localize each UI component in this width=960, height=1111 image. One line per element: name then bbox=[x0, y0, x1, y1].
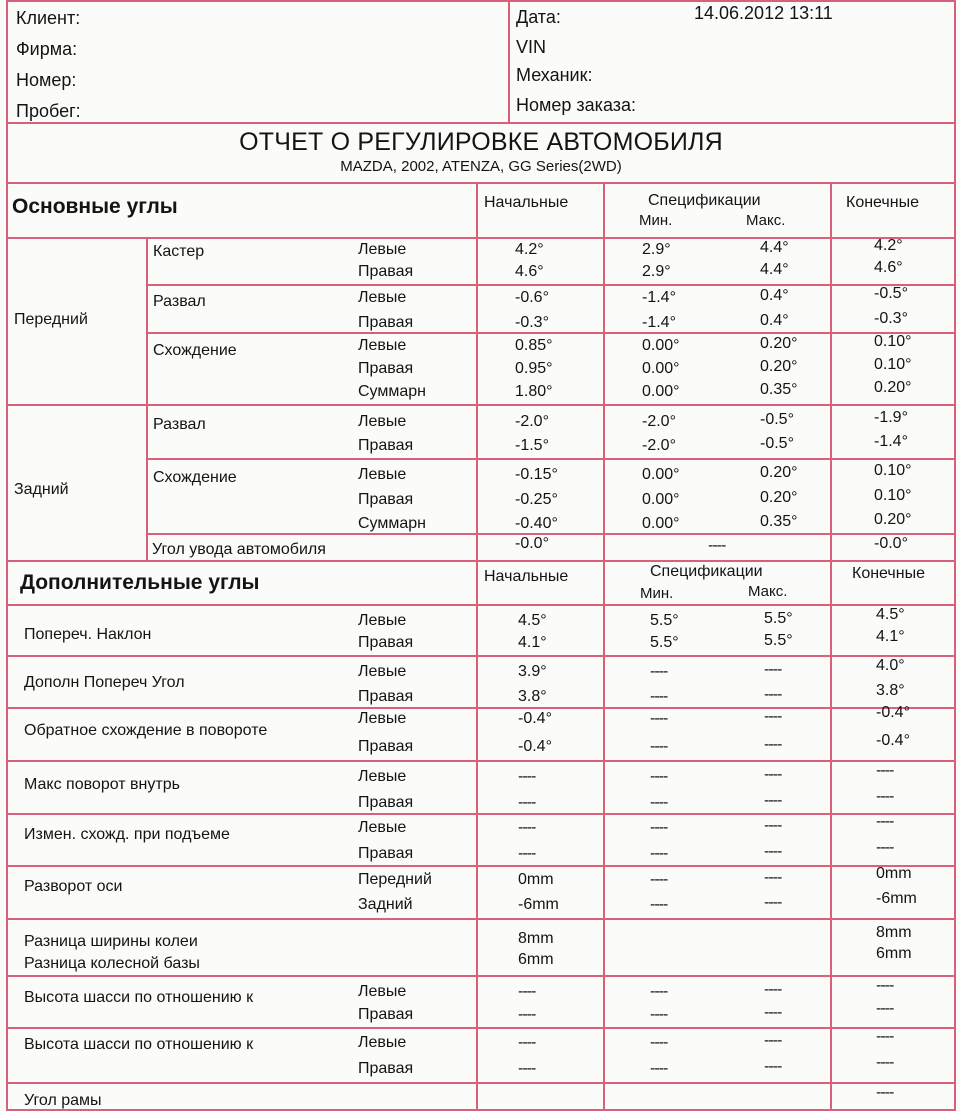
initial-value: ---- bbox=[518, 768, 536, 785]
x-col-final-header: Конечные bbox=[852, 565, 925, 582]
final-value: -1.9° bbox=[874, 409, 908, 426]
x-col-spec-header: Спецификации bbox=[650, 563, 763, 580]
x-line-1 bbox=[8, 655, 954, 657]
initial-value: -0.25° bbox=[515, 491, 558, 508]
final-value: 0.20° bbox=[874, 511, 912, 528]
initial-value: -0.3° bbox=[515, 314, 549, 331]
side-label: Задний bbox=[358, 896, 413, 913]
number-label: Номер: bbox=[16, 70, 77, 90]
final-value: -1.4° bbox=[874, 433, 908, 450]
initial-value: -1.5° bbox=[515, 437, 549, 454]
col-line-1 bbox=[476, 182, 478, 562]
client-label: Клиент: bbox=[16, 8, 81, 28]
spec-max-value: 5.5° bbox=[764, 632, 793, 649]
side-label: Правая bbox=[358, 491, 414, 508]
col-spec-header: Спецификации bbox=[648, 192, 761, 209]
final-value: -0.3° bbox=[874, 310, 908, 327]
spec-max-value: ---- bbox=[764, 1032, 782, 1049]
side-label: Левые bbox=[358, 337, 407, 354]
final-value: ---- bbox=[876, 1000, 894, 1017]
extra-parameter-label: Разница колесной базы bbox=[24, 955, 200, 972]
spec-max-value: ---- bbox=[764, 1004, 782, 1021]
initial-value: 1.80° bbox=[515, 383, 553, 400]
spec-max-value: 4.4° bbox=[760, 261, 789, 278]
initial-value: -6mm bbox=[518, 896, 559, 913]
spec-min-value: 2.9° bbox=[642, 263, 671, 280]
col-min-header: Мин. bbox=[639, 212, 673, 229]
final-value: 4.5° bbox=[876, 606, 905, 623]
x-col-max-header: Макс. bbox=[748, 583, 788, 600]
side-label: Левые bbox=[358, 612, 407, 629]
initial-value: -0.15° bbox=[515, 466, 558, 483]
spec-max-value: ---- bbox=[764, 843, 782, 860]
final-value: ---- bbox=[876, 813, 894, 830]
side-label: Правая bbox=[358, 1006, 414, 1023]
extra-parameter-label: Разница ширины колеи bbox=[24, 933, 198, 950]
spec-max-value: ---- bbox=[764, 708, 782, 725]
spec-max-value: ---- bbox=[764, 894, 782, 911]
side-label: Левые bbox=[358, 241, 407, 258]
spec-min-value: ---- bbox=[650, 819, 668, 836]
x-line-8 bbox=[8, 1027, 954, 1029]
x-line-5 bbox=[8, 865, 954, 867]
side-label: Левые bbox=[358, 819, 407, 836]
spec-max-value: 4.4° bbox=[760, 239, 789, 256]
final-value: 6mm bbox=[876, 945, 912, 962]
side-label: Правая bbox=[358, 1060, 414, 1077]
initial-value: 4.6° bbox=[515, 263, 544, 280]
final-value: 4.2° bbox=[874, 237, 903, 254]
side-label: Правая bbox=[358, 263, 414, 280]
side-label: Правая bbox=[358, 360, 414, 377]
parameter-label: Кастер bbox=[153, 243, 205, 260]
initial-value: 4.2° bbox=[515, 241, 544, 258]
spec-max-value: 0.20° bbox=[760, 464, 798, 481]
vehicle-info: MAZDA, 2002, ATENZA, GG Series(2WD) bbox=[340, 158, 622, 175]
parameter-label: Схождение bbox=[153, 469, 237, 486]
x-line-6 bbox=[8, 918, 954, 920]
header-divider bbox=[508, 0, 510, 122]
final-value: 0.10° bbox=[874, 462, 912, 479]
alignment-report bbox=[6, 0, 956, 1111]
initial-value: 0.85° bbox=[515, 337, 553, 354]
spec-min-value: ---- bbox=[650, 871, 668, 888]
final-value: 0.10° bbox=[874, 356, 912, 373]
spec-min-value: -2.0° bbox=[642, 413, 676, 430]
side-label: Левые bbox=[358, 983, 407, 1000]
initial-value: -0.4° bbox=[518, 710, 552, 727]
spec-min-value: ---- bbox=[650, 845, 668, 862]
spec-min-value: 0.00° bbox=[642, 491, 680, 508]
spec-min-value: 5.5° bbox=[650, 634, 679, 651]
extra-title: Дополнительные углы bbox=[20, 571, 260, 594]
x-line-9 bbox=[8, 1082, 954, 1084]
spec-min-value: ---- bbox=[650, 688, 668, 705]
thrust-spec: ---- bbox=[708, 537, 726, 554]
parameter-label: Схождение bbox=[153, 342, 237, 359]
spec-min-value: ---- bbox=[650, 983, 668, 1000]
spec-min-value: 5.5° bbox=[650, 612, 679, 629]
spec-max-value: 0.20° bbox=[760, 335, 798, 352]
side-label: Суммарн bbox=[358, 515, 427, 532]
initial-value: 4.1° bbox=[518, 634, 547, 651]
spec-max-value: ---- bbox=[764, 736, 782, 753]
spec-min-value: 0.00° bbox=[642, 337, 680, 354]
spec-min-value: -1.4° bbox=[642, 289, 676, 306]
initial-value: ---- bbox=[518, 845, 536, 862]
col-line-2 bbox=[603, 182, 605, 562]
spec-min-value: 2.9° bbox=[642, 241, 671, 258]
final-value: 8mm bbox=[876, 924, 912, 941]
x-line-3 bbox=[8, 760, 954, 762]
spec-min-value: ---- bbox=[650, 1034, 668, 1051]
header-bottom-line bbox=[8, 122, 954, 124]
final-value: 0.10° bbox=[874, 487, 912, 504]
initial-value: ---- bbox=[518, 1006, 536, 1023]
final-value: ---- bbox=[876, 977, 894, 994]
spec-max-value: 0.35° bbox=[760, 381, 798, 398]
spec-min-value: ---- bbox=[650, 1006, 668, 1023]
spec-min-value: ---- bbox=[650, 663, 668, 680]
thrust-label: Угол увода автомобиля bbox=[152, 541, 326, 558]
spec-min-value: -2.0° bbox=[642, 437, 676, 454]
firm-label: Фирма: bbox=[16, 39, 78, 59]
final-value: -6mm bbox=[876, 890, 917, 907]
initial-value: -2.0° bbox=[515, 413, 549, 430]
spec-min-value: -1.4° bbox=[642, 314, 676, 331]
spec-max-value: -0.5° bbox=[760, 411, 794, 428]
final-value: -0.5° bbox=[874, 285, 908, 302]
side-label: Левые bbox=[358, 413, 407, 430]
side-label: Левые bbox=[358, 1034, 407, 1051]
x-line-4 bbox=[8, 813, 954, 815]
date-label: Дата: bbox=[516, 7, 561, 27]
top-border bbox=[8, 0, 954, 2]
line-caster bbox=[146, 284, 954, 286]
spec-max-value: ---- bbox=[764, 661, 782, 678]
spec-max-value: 5.5° bbox=[764, 610, 793, 627]
final-value: ---- bbox=[876, 1054, 894, 1071]
extra-parameter-label: Макс поворот внутрь bbox=[24, 776, 180, 793]
side-label: Правая bbox=[358, 314, 414, 331]
initial-value: 3.8° bbox=[518, 688, 547, 705]
final-value: 4.6° bbox=[874, 259, 903, 276]
parameter-label: Развал bbox=[153, 293, 206, 310]
spec-max-value: ---- bbox=[764, 792, 782, 809]
final-value: -0.4° bbox=[876, 704, 910, 721]
spec-max-value: ---- bbox=[764, 981, 782, 998]
basic-bottom-line bbox=[8, 560, 954, 562]
spec-max-value: 0.4° bbox=[760, 312, 789, 329]
final-value: 4.0° bbox=[876, 657, 905, 674]
extra-head-line bbox=[8, 604, 954, 606]
col-max-header: Макс. bbox=[746, 212, 786, 229]
final-value: 0.10° bbox=[874, 333, 912, 350]
spec-max-value: ---- bbox=[764, 1058, 782, 1075]
initial-value: ---- bbox=[518, 794, 536, 811]
final-value: -0.4° bbox=[876, 732, 910, 749]
spec-max-value: 0.4° bbox=[760, 287, 789, 304]
initial-value: ---- bbox=[518, 1034, 536, 1051]
spec-min-value: ---- bbox=[650, 896, 668, 913]
extra-parameter-label: Угол рамы bbox=[24, 1092, 102, 1109]
initial-value: ---- bbox=[518, 819, 536, 836]
basic-title: Основные углы bbox=[12, 195, 178, 218]
side-label: Левые bbox=[358, 710, 407, 727]
spec-max-value: -0.5° bbox=[760, 435, 794, 452]
side-label: Суммарн bbox=[358, 383, 427, 400]
initial-value: 0.95° bbox=[515, 360, 553, 377]
side-label: Правая bbox=[358, 794, 414, 811]
final-value: 0.20° bbox=[874, 379, 912, 396]
spec-min-value: ---- bbox=[650, 710, 668, 727]
spec-min-value: ---- bbox=[650, 794, 668, 811]
col-final-header: Конечные bbox=[846, 194, 919, 211]
spec-min-value: 0.00° bbox=[642, 466, 680, 483]
extra-parameter-label: Попереч. Наклон bbox=[24, 626, 152, 643]
final-value: ---- bbox=[876, 762, 894, 779]
final-value: 0mm bbox=[876, 865, 912, 882]
side-label: Правая bbox=[358, 845, 414, 862]
final-value: ---- bbox=[876, 839, 894, 856]
extra-parameter-label: Дополн Попереч Угол bbox=[24, 674, 185, 691]
final-value: ---- bbox=[876, 1084, 894, 1101]
initial-value: -0.40° bbox=[515, 515, 558, 532]
mileage-label: Пробег: bbox=[16, 101, 81, 121]
spec-min-value: 0.00° bbox=[642, 383, 680, 400]
initial-value: 6mm bbox=[518, 951, 554, 968]
date-value: 14.06.2012 13:11 bbox=[694, 3, 833, 23]
spec-max-value: ---- bbox=[764, 766, 782, 783]
axle-group-label: Задний bbox=[14, 481, 69, 498]
spec-max-value: ---- bbox=[764, 686, 782, 703]
report-title: ОТЧЕТ О РЕГУЛИРОВКЕ АВТОМОБИЛЯ bbox=[239, 128, 723, 156]
final-value: 4.1° bbox=[876, 628, 905, 645]
extra-parameter-label: Высота шасси по отношению к bbox=[24, 1036, 254, 1053]
spec-max-value: 0.20° bbox=[760, 358, 798, 375]
side-label: Правая bbox=[358, 688, 414, 705]
initial-value: ---- bbox=[518, 983, 536, 1000]
final-value: ---- bbox=[876, 788, 894, 805]
title-bottom-line bbox=[8, 182, 954, 184]
initial-value: 4.5° bbox=[518, 612, 547, 629]
line-front bbox=[8, 404, 954, 406]
final-value: ---- bbox=[876, 1028, 894, 1045]
line-toe-rear bbox=[146, 533, 954, 535]
axle-group-label: Передний bbox=[14, 311, 88, 328]
side-label: Правая bbox=[358, 738, 414, 755]
mechanic-label: Механик: bbox=[516, 65, 593, 85]
side-label: Левые bbox=[358, 768, 407, 785]
x-col-initial-header: Начальные bbox=[484, 568, 569, 585]
extra-parameter-label: Обратное схождение в повороте bbox=[24, 722, 268, 739]
order-label: Номер заказа: bbox=[516, 95, 637, 115]
col-line-3 bbox=[830, 182, 832, 562]
thrust-final: -0.0° bbox=[874, 535, 908, 552]
spec-max-value: ---- bbox=[764, 817, 782, 834]
col-initial-header: Начальные bbox=[484, 194, 569, 211]
x-col-min-header: Мин. bbox=[640, 585, 674, 602]
side-label: Левые bbox=[358, 289, 407, 306]
x-line-7 bbox=[8, 975, 954, 977]
final-value: 3.8° bbox=[876, 682, 905, 699]
side-label: Левые bbox=[358, 663, 407, 680]
line-camber-rear bbox=[146, 458, 954, 460]
initial-value: -0.4° bbox=[518, 738, 552, 755]
side-label: Правая bbox=[358, 437, 414, 454]
vin-label: VIN bbox=[516, 37, 547, 57]
side-label: Левые bbox=[358, 466, 407, 483]
initial-value: 3.9° bbox=[518, 663, 547, 680]
extra-parameter-label: Высота шасси по отношению к bbox=[24, 989, 254, 1006]
spec-min-value: 0.00° bbox=[642, 360, 680, 377]
initial-value: 8mm bbox=[518, 930, 554, 947]
extra-parameter-label: Измен. схожд. при подъеме bbox=[24, 826, 230, 843]
spec-min-value: 0.00° bbox=[642, 515, 680, 532]
basic-head-line bbox=[8, 237, 954, 239]
thrust-initial: -0.0° bbox=[515, 535, 549, 552]
initial-value: ---- bbox=[518, 1060, 536, 1077]
x-line-2 bbox=[8, 707, 954, 709]
spec-min-value: ---- bbox=[650, 1060, 668, 1077]
spec-min-value: ---- bbox=[650, 768, 668, 785]
extra-parameter-label: Разворот оси bbox=[24, 878, 123, 895]
line-camber-front bbox=[146, 332, 954, 334]
spec-max-value: ---- bbox=[764, 869, 782, 886]
parameter-label: Развал bbox=[153, 416, 206, 433]
spec-max-value: 0.20° bbox=[760, 489, 798, 506]
spec-min-value: ---- bbox=[650, 738, 668, 755]
side-label: Правая bbox=[358, 634, 414, 651]
initial-value: 0mm bbox=[518, 871, 554, 888]
side-label: Передний bbox=[358, 871, 432, 888]
initial-value: -0.6° bbox=[515, 289, 549, 306]
spec-max-value: 0.35° bbox=[760, 513, 798, 530]
